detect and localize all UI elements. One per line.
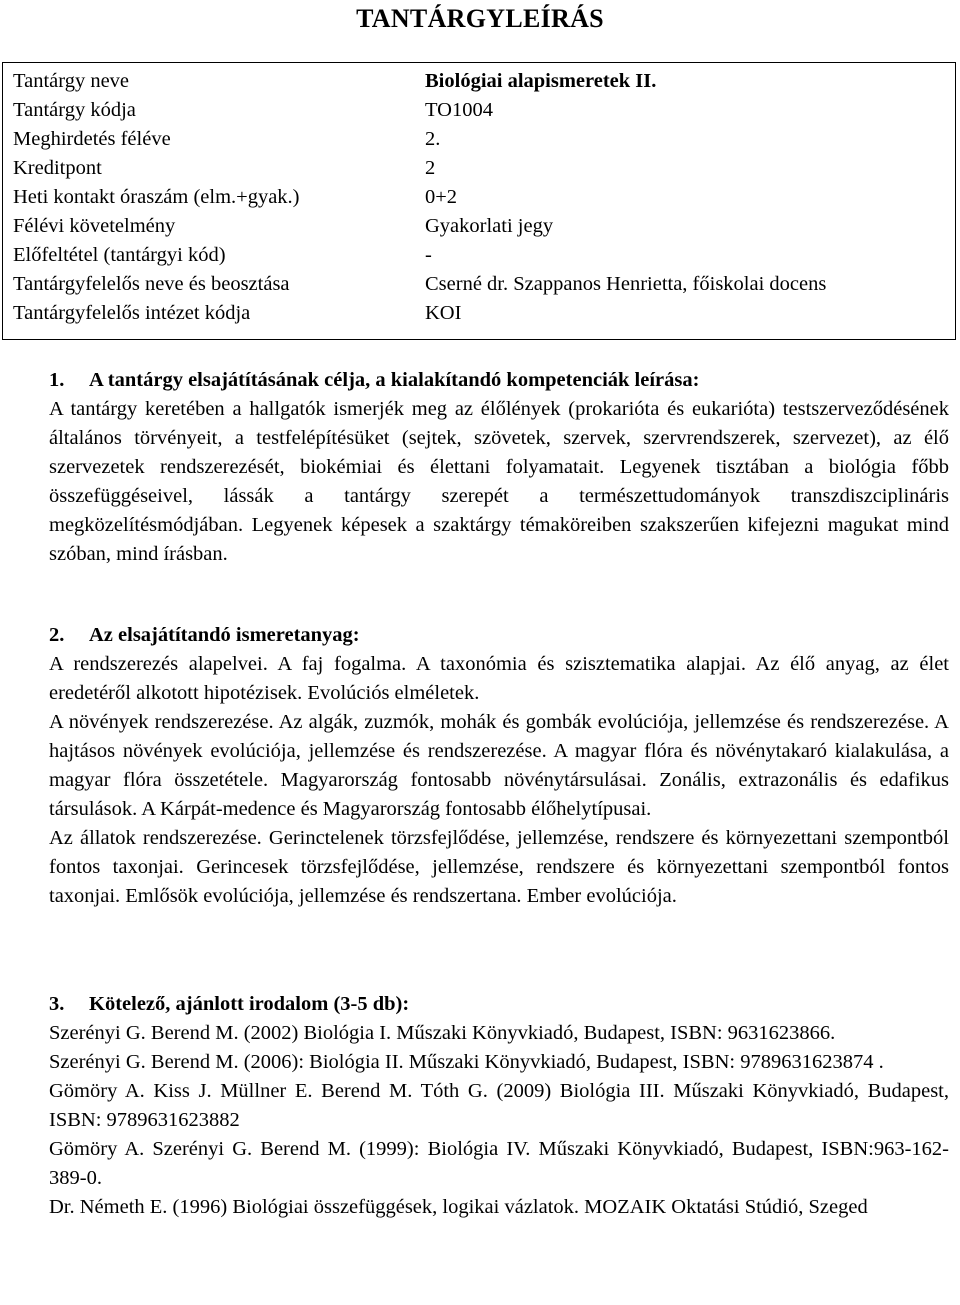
section-title: Kötelező, ajánlott irodalom (3-5 db): [89,993,410,1015]
page-title: TANTÁRGYLEÍRÁS [356,4,604,33]
reference-item: Gömöry A. Kiss J. Müllner E. Berend M. Tóth G. (2009) Biológia III. Műszaki Könyvkiadó, Budapest, ISBN: 9789631623882 [49,1080,949,1131]
info-value: KOI [425,302,462,324]
info-label: Előfeltétel (tantárgyi kód) [13,244,226,266]
info-label: Tantárgy neve [13,70,130,92]
info-label: Meghirdetés féléve [13,128,171,150]
section-curriculum [49,621,949,911]
section-heading [49,366,949,395]
info-value: Biológiai alapismeretek II. [425,70,657,92]
reference-item: Szerényi G. Berend M. (2006): Biológia II. Műszaki Könyvkiadó, Budapest, ISBN: 9789631623874 . [49,1051,884,1073]
info-label: Tantárgy kódja [13,99,136,121]
section-number: 2. [49,624,65,646]
course-info-table [2,62,956,340]
section-number: 1. [49,369,65,391]
info-value: Gyakorlati jegy [425,215,554,237]
reference-item: Szerényi G. Berend M. (2002) Biológia I. Műszaki Könyvkiadó, Budapest, ISBN: 9631623866. [49,1022,836,1044]
section-heading [49,621,949,650]
info-value: 2. [425,128,441,150]
section-heading [49,990,949,1019]
section-title: Az elsajátítandó ismeretanyag: [89,624,360,646]
info-label: Tantárgyfelelős neve és beosztása [13,273,290,295]
info-label: Kreditpont [13,157,102,179]
info-value: Cserné dr. Szappanos Henrietta, főiskolai docens [425,273,827,295]
info-label: Félévi követelmény [13,215,176,237]
reference-item: Dr. Németh E. (1996) Biológiai összefüggések, logikai vázlatok. MOZAIK Oktatási Stúdió, Szeged [49,1196,868,1218]
section-title: A tantárgy elsajátításának célja, a kialakítandó kompetenciák leírása: [89,369,700,391]
curriculum-paragraph: A rendszerezés alapelvei. A faj fogalma. A taxonómia és szisztematika alapjai. Az élő anyag, az élet eredetéről alkotott hipotézisek. Evolúciós elméletek. [49,653,949,704]
info-value: 0+2 [425,186,458,208]
info-label: Tantárgyfelelős intézet kódja [13,302,251,324]
reference-item: Gömöry A. Szerényi G. Berend M. (1999): Biológia IV. Műszaki Könyvkiadó, Budapest, ISBN:963-162-389-0. [49,1138,949,1189]
curriculum-paragraph: A növények rendszerezése. Az algák, zuzmók, mohák és gombák evolúciója, jellemzése és rendszerezése. A hajtásos növények evolúciója, jellemzése és rendszerezése. A magyar flóra és növénytakaró kialakulása, a magyar flóra összetétele. Magyarország fontosabb növénytársulásai. Zonális, extrazonális és edafikus társulások. A Kárpát-medence és Magyarország fontosabb élőhelytípusai. [49,711,949,820]
info-label: Heti kontakt óraszám (elm.+gyak.) [13,186,300,208]
info-value: 2 [425,157,436,179]
section-text: A tantárgy keretében a hallgatók ismerjék meg az élőlények (prokarióta és eukarióta) testszerveződésének általános törvényeit, a testfelépítésüket (sejtek, szövetek, szervek, szervrendszerek, szervezet), az élő szervezetek rendszerezését, biokémiai és élettani folyamatait. Legyenek tisztában a biológia főbb összefüggéseivel, lássák a tantárgy szerepét a természettudományok transzdiszciplináris megközelítésmódjában. Legyenek képesek a szaktárgy témaköreiben szakszerűen kifejezni magukat mind szóban, mind írásban. [49,398,949,565]
section-objectives [49,366,949,569]
section-literature [49,990,949,1222]
info-value: TO1004 [425,99,493,121]
info-value: - [425,244,432,266]
section-number: 3. [49,993,65,1015]
curriculum-paragraph: Az állatok rendszerezése. Gerinctelenek törzsfejlődése, jellemzése, rendszere és környezettani szempontból fontos taxonjai. Gerincesek törzsfejlődése, jellemzése, rendszere és környezettani szempontból fontos taxonjai. Emlősök evolúciója, jellemzése és rendszertana. Ember evolúciója. [49,827,949,907]
